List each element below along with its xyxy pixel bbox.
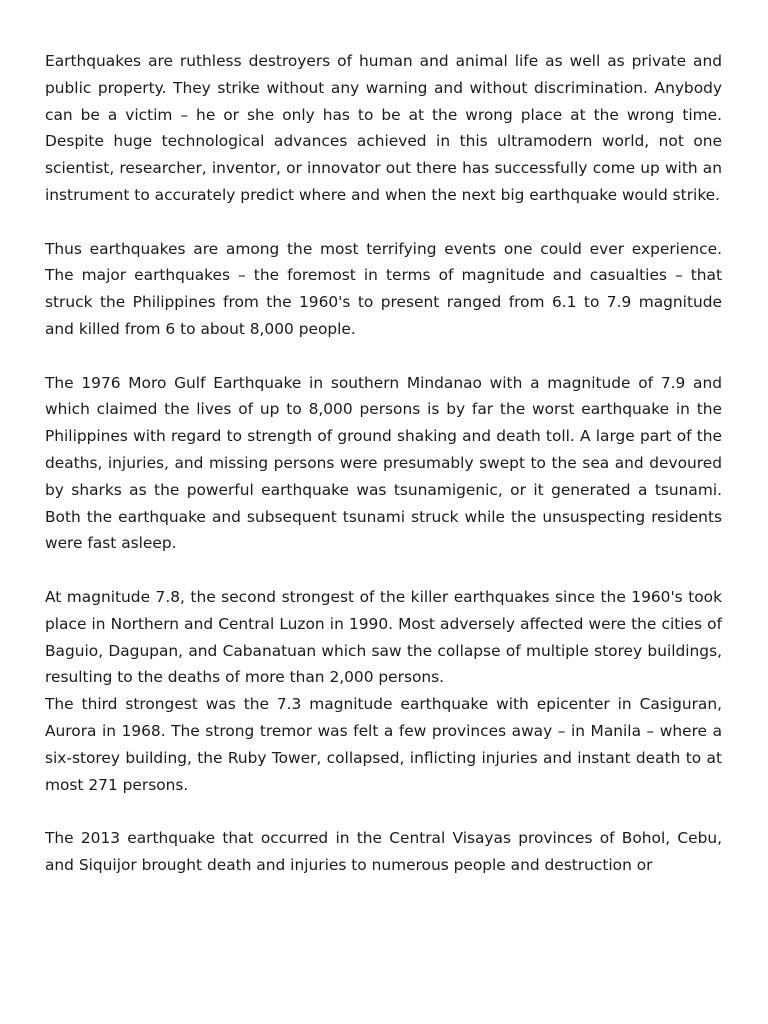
paragraph-moro-gulf: The 1976 Moro Gulf Earthquake in southern Mindanao with a magnitude of 7.9 and which claimed the lives of up to 8,000 persons is by far the worst earthquake in the Philippines with regard to strength of ground shaking and death toll. A large part of the deaths, injuries, and missing persons were presumably swept to the sea and devoured by sharks as the powerful earthquake was tsunamigenic, or it generated a tsunami. Both the earthquake and subsequent tsunami struck while the unsuspecting residents were fast asleep. <box>45 373 722 553</box>
paragraph-luzon-1990: At magnitude 7.8, the second strongest of the killer earthquakes since the 1960's took place in Northern and Central Luzon in 1990. Most adversely affected were the cities of Baguio, Dagupan, and Cabanatuan which saw the collapse of multiple storey buildings, resulting to the deaths of more than 2,000 persons. <box>45 587 722 687</box>
paragraph-major-earthquakes: Thus earthquakes are among the most terrifying events one could ever experience. The major earthquakes – the foremost in terms of magnitude and casualties – that struck the Philippines from the 1960's to present ranged from 6.1 to 7.9 magnitude and killed from 6 to about 8,000 people. <box>45 239 722 338</box>
paragraph-intro: Earthquakes are ruthless destroyers of human and animal life as well as private and public property. They strike without any warning and without discrimination. Anybody can be a victim – he or she only has to be at the wrong place at the wrong time. Despite huge technological advances achieved in this ultramodern world, not one scientist, researcher, inventor, or innovator out there has successfully come up with an instrument to accurately predict where and when the next big earthquake would strike. <box>45 52 722 204</box>
document-page <box>45 48 722 879</box>
paragraph-casiguran-1968: The third strongest was the 7.3 magnitude earthquake with epicenter in Casiguran, Aurora in 1968. The strong tremor was felt a few provinces away – in Manila – where a six-storey building, the Ruby Tower, collapsed, inflicting injuries and instant death to at most 271 persons. <box>45 695 722 794</box>
paragraph-bohol-2013: The 2013 earthquake that occurred in the Central Visayas provinces of Bohol, Cebu, and Siquijor brought death and injuries to numerous people and destruction or <box>45 829 722 874</box>
